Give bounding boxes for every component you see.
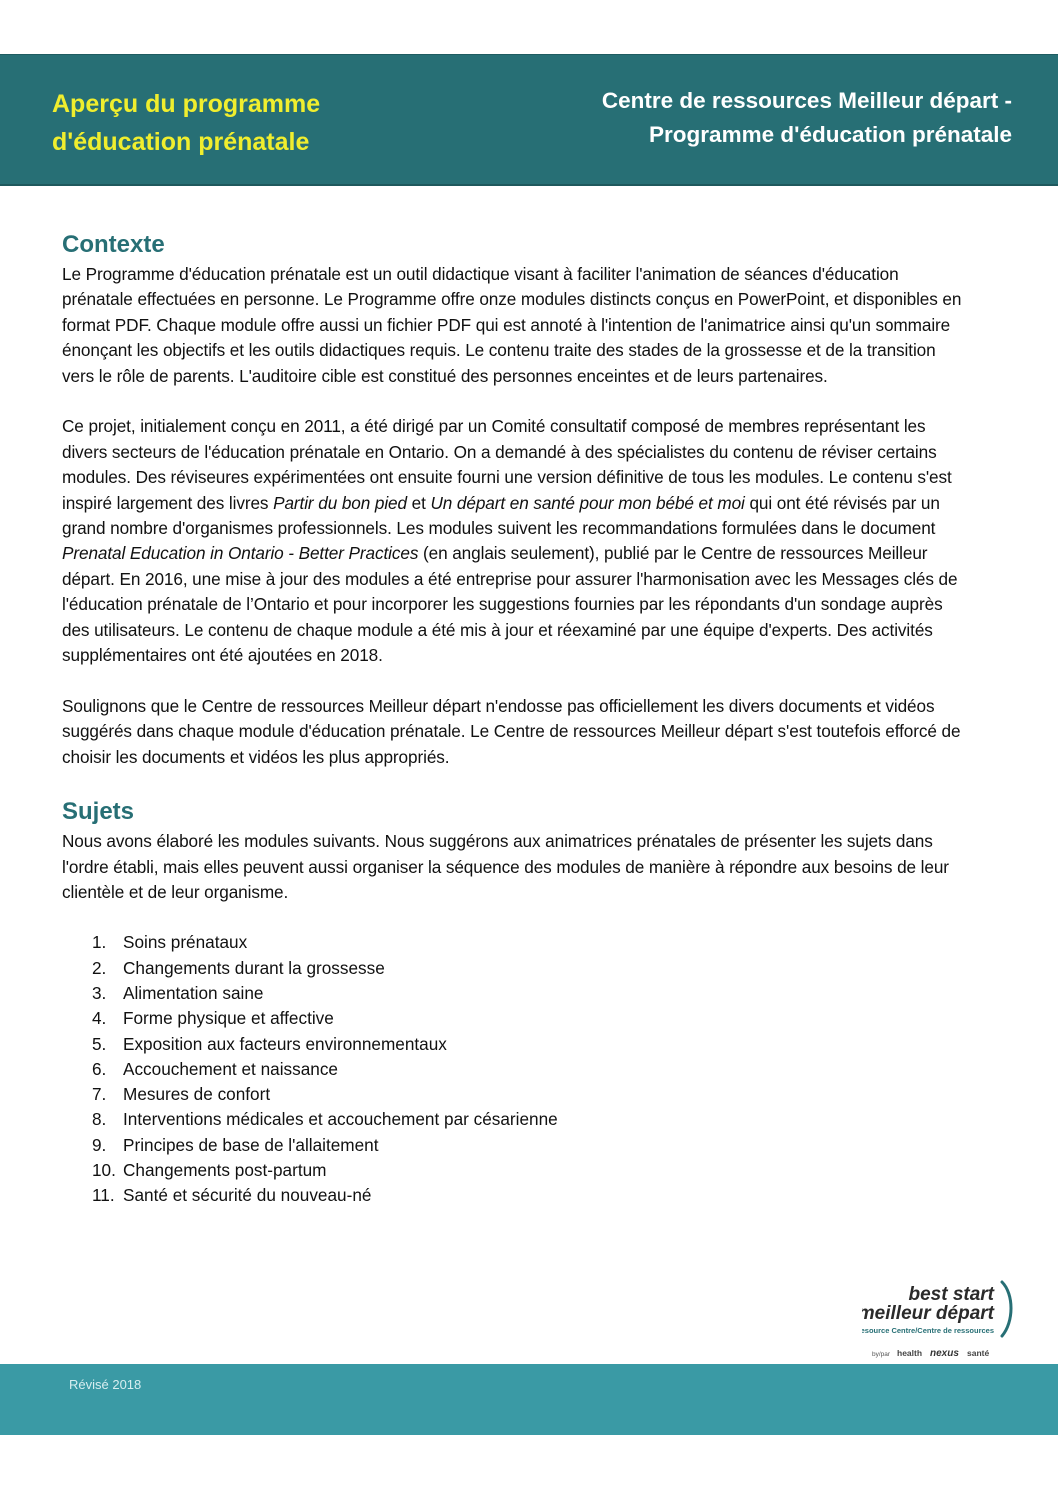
list-item-label: Exposition aux facteurs environnementaux [123,1033,447,1054]
logo-text-by: by/par [872,1351,891,1358]
list-item-label: Principes de base de l'allaitement [123,1134,379,1155]
contexte-paragraph-2-text-d: (en anglais seulement), publié par le Centre de ressources Meilleur départ. En 2016, une mise à jour des modules a été entreprise pour assurer l'harmonisation avec les Messages clés de l'éducation prénatale de l’Ontario et pour incorporer les suggestions fournies par les répondants d'un sondage auprès des utilisateurs. Le contenu de chaque module a été mis à jour et réexaminé par une équipe d'experts. Des activités supplémentaires ont été ajoutées en 2018. [62,543,958,666]
contexte-paragraph-2-text-c: qui ont été révisés par un grand nombre d'organismes professionnels. Les modules suivent les recommandations formulées dans le document [62,492,940,539]
list-item-label: Soins prénataux [123,932,248,953]
program-title [492,84,1012,152]
list-item [62,956,972,981]
list-item-number: 8. [92,1109,107,1130]
list-item-number: 4. [92,1008,107,1029]
document-title-line-1: Aperçu du programme [52,90,321,118]
list-item [62,1133,972,1158]
sujets-intro: Nous avons élaboré les modules suivants. Nous suggérons aux animatrices prénatales de présenter les sujets dans l'ordre établi, mais elles peuvent aussi organiser la séquence des modules de manière à répondre aux besoins de leur clientèle et de leur organisme. [62,831,949,902]
list-item-number: 10. [92,1159,116,1180]
best-start-logo [862,1278,1018,1362]
list-item-number: 3. [92,982,107,1003]
document-title-prenatal-education: Prenatal Education in Ontario - Better Practices [62,543,419,564]
list-item [62,981,972,1006]
list-item-label: Forme physique et affective [123,1008,334,1029]
list-item [62,930,972,955]
list-item [62,1183,972,1208]
list-item-label: Changements durant la grossesse [123,957,385,978]
list-item-label: Mesures de confort [123,1084,271,1105]
contexte-paragraph-2-text-a: Ce projet, initialement conçu en 2011, a été dirigé par un Comité consultatif composé de membres représentant les divers secteurs de l'éducation prénatale en Ontario. On a demandé à des spécialistes du contenu de réviser certains modules. Des réviseures expérimentées ont ensuite fourni une version définitive de tous les modules. Le contenu s'est inspiré largement des livres [62,416,952,513]
list-item-label: Accouchement et naissance [123,1058,338,1079]
section-contexte [62,228,972,770]
section-title-sujets: Sujets [62,798,135,826]
list-item-number: 7. [92,1084,107,1105]
list-item-number: 6. [92,1058,107,1079]
list-item-number: 1. [92,932,107,953]
revision-date: Révisé 2018 [69,1377,142,1392]
main-content [62,228,972,1209]
logo-bracket-icon [1002,1282,1011,1336]
list-item [62,1107,972,1132]
list-item-label: Alimentation saine [123,982,264,1003]
program-title-line-1: Centre de ressources Meilleur départ - [601,88,1012,113]
contexte-paragraph-2-text-b: et [406,492,431,513]
logo-text-sante: santé [967,1348,990,1358]
list-item [62,1158,972,1183]
list-item-number: 11. [92,1185,115,1206]
contexte-paragraph-1: Le Programme d'éducation prénatale est un outil didactique visant à faciliter l'animation de séances d'éducation prénatale effectuées en personne. Le Programme offre onze modules distincts conçus en PowerPoint, et disponibles en format PDF. Chaque module offre aussi un fichier PDF qui est annoté à l'intention de l'animatrice ainsi qu'un sommaire énonçant les objectifs et les outils didactiques requis. Le contenu traite des stades de la grossesse et de la transition vers le rôle de parents. L'auditoire cible est constitué des personnes enceintes et de leurs partenaires. [62,264,962,386]
logo-text-resource-centre: Resource Centre/Centre de ressources [862,1326,994,1335]
list-item-label: Changements post-partum [123,1159,327,1180]
logo-text-best-start: best start [908,1284,994,1305]
list-item [62,1057,972,1082]
best-start-logo-graphic [862,1278,1018,1362]
list-item-number: 2. [92,957,107,978]
document-title [52,85,412,161]
section-sujets [62,795,972,1208]
logo-text-meilleur-depart: meilleur départ [862,1303,994,1324]
book-title-partir-du-bon-pied: Partir du bon pied [273,492,407,513]
program-title-line-2: Programme d'éducation prénatale [649,122,1012,147]
list-item-number: 9. [92,1134,107,1155]
list-item-number: 5. [92,1033,107,1054]
page-header [0,54,1058,186]
list-item [62,1082,972,1107]
list-item-label: Interventions médicales et accouchement par césarienne [123,1109,558,1130]
list-item [62,1006,972,1031]
document-title-line-2: d'éducation prénatale [52,128,310,156]
logo-text-nexus: nexus [930,1348,959,1359]
list-item-label: Santé et sécurité du nouveau-né [123,1185,372,1206]
section-title-contexte: Contexte [62,231,165,258]
list-item [62,1032,972,1057]
logo-text-health: health [897,1348,923,1358]
page-footer [0,1364,1058,1435]
contexte-paragraph-2 [62,414,972,668]
topics-list [62,930,972,1208]
book-title-un-depart-en-sante: Un départ en santé pour mon bébé et moi [430,492,745,513]
contexte-paragraph-3: Soulignons que le Centre de ressources Meilleur départ n'endosse pas officiellement les divers documents et vidéos suggérés dans chaque module d'éducation prénatale. Le Centre de ressources Meilleur départ s'est toutefois efforcé de choisir les documents et vidéos les plus appropriés. [62,695,961,767]
